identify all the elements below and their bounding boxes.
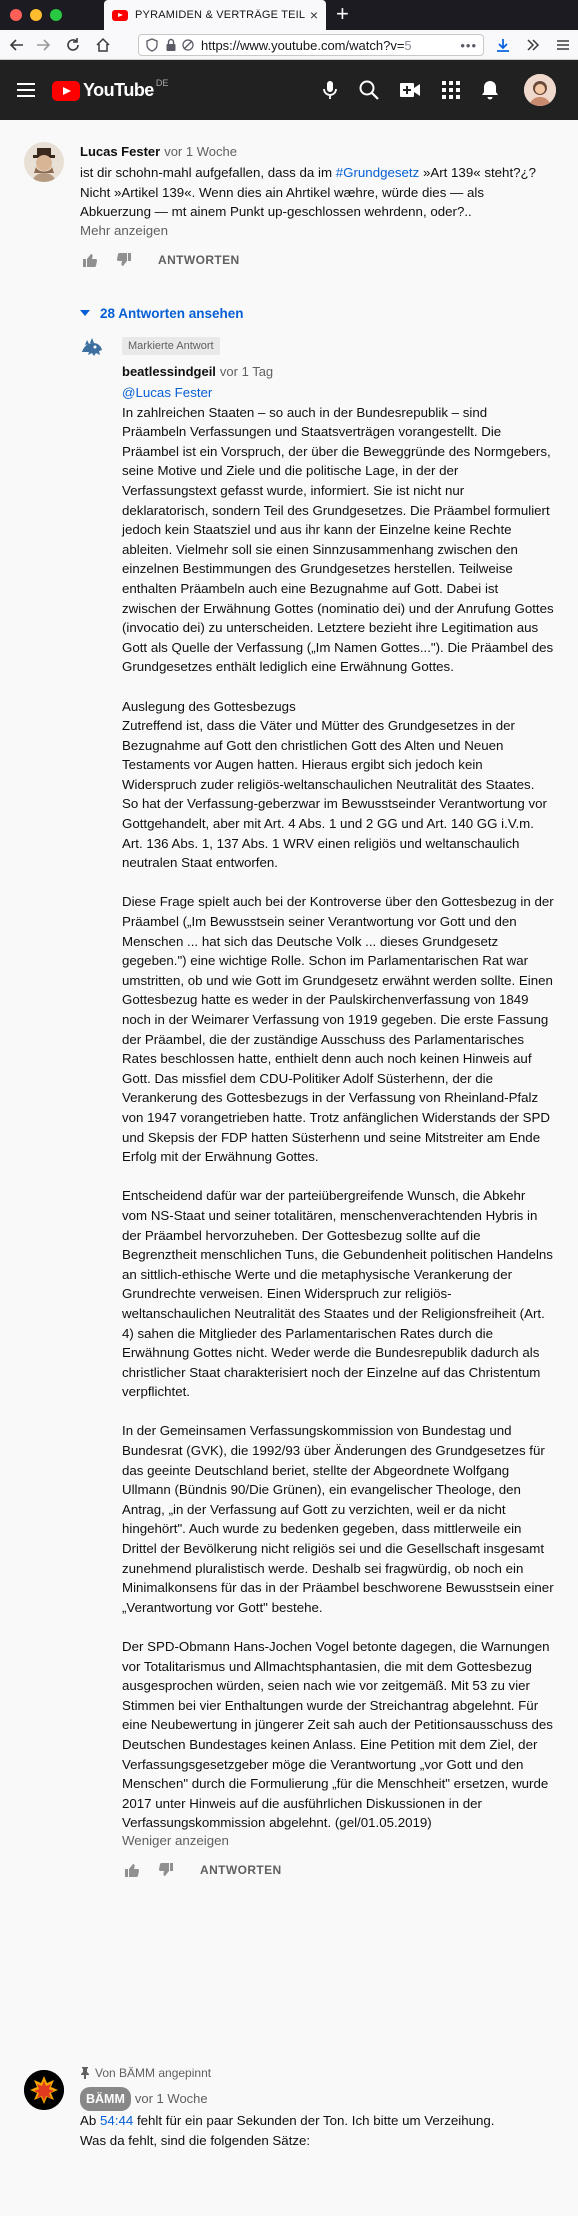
mention-link[interactable]: @Lucas Fester (122, 385, 213, 400)
tab-title: PYRAMIDEN & VERTRÄGE TEIL (135, 9, 306, 21)
overflow-button[interactable] (522, 34, 544, 56)
window-zoom-button[interactable] (50, 9, 62, 21)
youtube-header (0, 60, 578, 120)
pin-icon (80, 2067, 90, 2079)
new-tab-button[interactable]: + (336, 1, 349, 26)
permissions-icon (181, 38, 195, 52)
reload-button[interactable] (62, 34, 84, 56)
browser-tab[interactable] (104, 0, 326, 30)
reply-time[interactable]: vor 1 Tag (219, 364, 274, 379)
bell-icon (480, 79, 500, 101)
lock-icon (165, 38, 177, 52)
creature-avatar-icon (80, 336, 104, 360)
reply-button[interactable]: ANTWORTEN (200, 1862, 282, 1877)
reply-author[interactable]: beatlessindgeil (122, 364, 216, 379)
user-avatar-icon (24, 142, 64, 182)
apps-button[interactable] (439, 78, 463, 102)
search-button[interactable] (357, 78, 381, 102)
double-chevron-right-icon (525, 37, 541, 53)
baemm-logo-icon (24, 2070, 64, 2110)
thumbs-up-icon (82, 252, 98, 268)
reply-avatar[interactable] (80, 336, 104, 360)
comment-author[interactable]: Lucas Fester (80, 144, 161, 159)
window-close-button[interactable] (10, 9, 22, 21)
download-icon (495, 37, 511, 53)
tab-close-icon[interactable]: × (309, 7, 318, 23)
downloads-button[interactable] (492, 34, 514, 56)
region-code: DE (155, 77, 169, 88)
microphone-icon (320, 79, 340, 101)
home-icon (95, 37, 111, 53)
create-button[interactable] (398, 78, 422, 102)
highlighted-reply-badge: Markierte Antwort (122, 337, 220, 355)
apps-grid-icon (442, 81, 460, 99)
dislike-button[interactable] (114, 250, 134, 270)
forward-arrow-icon (35, 37, 51, 53)
comment-actions (80, 250, 550, 270)
shield-icon (145, 38, 159, 52)
voice-search-button[interactable] (318, 78, 342, 102)
thumbs-down-icon (116, 252, 132, 268)
comment-time[interactable]: vor 1 Woche (164, 144, 237, 159)
dislike-button[interactable] (156, 1860, 176, 1880)
view-replies-label: 28 Antworten ansehen (100, 306, 244, 321)
pinned-comment-text: Ab 54:44 fehlt für ein paar Sekunden der Ton. Ich bitte um Verzeihung. Was da fehlt, sind die folgenden Sätze: (80, 2113, 495, 2148)
thumbs-up-icon (124, 1862, 140, 1878)
youtube-wordmark: YouTube (83, 80, 154, 100)
notifications-button[interactable] (478, 78, 502, 102)
like-button[interactable] (80, 250, 100, 270)
reply-text: @Lucas Fester In zahlreichen Staaten – so auch in der Bundesrepublik – sind Präambeln Verfassungen und Staatsverträgen vorangestellt. Die Präambel ist ein Vorspruch, der über die Beweggründe des Normgebers, seine Motive und Ziele und die politische Lage, in der der Verfassungstext gefasst wurde, informiert. Sie ist nicht nur deklaratorisch, sondern Teil des Grundgesetzes. Die Präambel formuliert jedoch kein Staatsziel und aus ihr kann der Einzelne keine Rechte ableiten. Vielmehr soll sie einen Sinnzusammenhang zwischen den einzelnen Bestimmungen des Grundgesetzes herstellen. Teilweise enthalten Präambeln auch eine Bezugnahme auf Gott. Dabei ist zwischen der Erwähnung Gottes (nominatio dei) und der Anrufung Gottes (invocatio dei) zu unterscheiden. Letztere bezieht ihre Legitimation aus Gott als Quelle der Verfassung („Im Namen Gottes..."). Die Präambel des Grundgesetzes enthält lediglich eine Erwähnung Gottes. Auslegung des Gottesbezugs Zutreffend ist, dass die Väter und Mütter des Grundgesetzes in der Bezugnahme auf Gott den christlichen Gott des Alten und Neuen Testaments vor Augen hatten. Hieraus ergibt sich jedoch kein Widerspruch zuder religiös-weltanschaulichen Neutralität des Staates. So hat der Verfassung-geberzwar im Bewusstseinder Verantwortung vor Gottgehandelt, aber mit Art. 4 Abs. 1 und 2 GG und Art. 140 GG i.V.m. Art. 136 Abs. 1, 137 Abs. 1 WRV einen religiös und weltanschaulich neutralen Staat entworfen. Diese Frage spielt auch bei der Kontroverse über den Gottesbezug in der Präambel („Im Bewusstsein seiner Verantwortung vor Gott und den Menschen ... hat sich das Deutsche Volk ... dieses Grundgesetz gegeben.") eine wichtige Rolle. Schon im Parlamentarischen Rat war umstritten, ob und wie Gott im Grundgesetz erwähnt werden sollte. Einen Gottesbezug hatte es weder in der Paulskirchenverfassung von 1849 noch in der Weimarer Verfassung von 1919 gegeben. Die erste Fassung der Präambel, die der zuständige Ausschuss des Parlamentarisches Rates beschlossen hatte, enthielt denn auch noch keinen Hinweis auf Gott. Das missfiel dem CDU-Politiker Adolf Süsterhenn, der die Verankerung des Gottesbezugs in der Verfassung von Rheinland-Pfalz von 1947 vorangetrieben hatte. Trotz anfänglichen Widerstands der SPD und Skepsis der FDP hatten Süsterhenn und seine Mitstreiter am Ende Erfolg mit der Erwähnung Gottes. Entscheidend dafür war der parteiübergreifende Wunsch, die Abkehr vom NS-Staat und seiner totalitären, menschenverachtenden Hybris in der Präambel hervorzuheben. Der Gottesbezug sollte auf die Begrenztheit menschlichen Tuns, die Gebundenheit politischen Handelns an sittlich-ethische Werte und die metaphysische Verankerung der Grundrechte verweisen. Einen Widerspruch zur religiös-weltanschaulichen Neutralität des Staates und der Religionsfreiheit (Art. 4) sahen die Mitglieder des Parlamentarischen Rates durch die Erwähnung Gottes nicht. Weder werde die Bundesrepublik dadurch als christlicher Staat charakterisiert noch der Einzelne auf das Christentum verpflichtet. In der Gemeinsamen Verfassungskommission von Bundestag und Bundesrat (GVK), die 1992/93 über Änderungen des Grundgesetzes für das geeinte Deutschland beriet, stellte der Abgeordnete Wolfgang Ullmann (Bündnis 90/Die Grünen), ein evangelischer Theologe, den Antrag, „in der Verfassung auf Gott zu verzichten, weil er da nicht hingehört". Auch wurde zu bedenken gegeben, dass mittlerweile ein Drittel der Bevölkerung nicht religiös sei und die Gesellschaft insgesamt zunehmend pluralistisch werde. Deshalb sei fragwürdig, ob noch ein Minimalkonsens für das in der Präambel beschworene Bewusstsein einer „Verantwortung vor Gott" bestehe. Der SPD-Obmann Hans-Jochen Vogel betonte dagegen, die Warnungen vor Totalitarismus und Allmachtsphantasien, die mit dem Gottesbezug ausgesprochen würden, seien nach wie vor zeitgemäß. Mit 53 zu vier Stimmen bei vier Enthaltungen wurde der Streichantrag abgelehnt. Für eine Neubewertung in jüngerer Zeit sah auch der Petitionsausschuss des Deutschen Bundestages keinen Anlass. Eine Petition mit dem Ziel, der Verfassungsgesetzgeber möge die Verantwortung „vor Gott und den Menschen" durch die Formulierung „für die Menschheit" ersetzen, wurde 2017 unter Hinweis auf die ausführlichen Diskussionen in der Verfassungskommission abgelehnt. (gel/01.05.2019) (122, 385, 554, 1831)
url-bar[interactable] (138, 34, 484, 56)
reply-actions (122, 1860, 554, 1880)
commenter-avatar[interactable] (24, 142, 64, 182)
account-avatar[interactable] (524, 74, 556, 106)
reply-button[interactable]: ANTWORTEN (158, 252, 240, 267)
youtube-logo[interactable] (52, 77, 169, 101)
show-more-link[interactable]: Mehr anzeigen (80, 222, 168, 238)
guide-menu-icon[interactable] (17, 83, 35, 97)
channel-owner-badge[interactable]: BÄMM (80, 2087, 131, 2111)
pinned-label: Von BÄMM angepinnt (95, 2066, 212, 2080)
browser-titlebar (0, 0, 578, 30)
reply-header (122, 362, 554, 382)
view-replies-button[interactable] (80, 306, 244, 321)
forward-button[interactable] (32, 34, 54, 56)
pinned-comment-header (80, 2087, 552, 2107)
channel-avatar[interactable] (24, 2070, 64, 2110)
pinned-indicator (80, 2066, 552, 2080)
app-menu-button[interactable] (552, 34, 574, 56)
like-button[interactable] (122, 1860, 142, 1880)
video-camera-add-icon (399, 82, 421, 98)
search-icon (358, 79, 380, 101)
user-avatar-icon (524, 74, 556, 106)
timestamp-link[interactable]: 54:44 (99, 2113, 134, 2128)
youtube-favicon-icon (112, 10, 128, 21)
hamburger-menu-icon (555, 37, 571, 53)
comment-header (80, 142, 550, 162)
thumbs-down-icon (158, 1862, 174, 1878)
youtube-play-logo-icon (52, 81, 80, 101)
back-arrow-icon (9, 37, 25, 53)
comment-text: ist dir schohn-mahl aufgefallen, dass da im #Grundgesetz »Art 139« steht?¿? Nicht »Artikel 139«. Wenn dies ain Ahrtikel wæhre, würde dies — als Abkuerzung — mt ainem Punkt up-geschlossen wehrdenn, oder?.. (80, 165, 537, 220)
caret-down-icon (80, 310, 90, 318)
show-less-link[interactable]: Weniger anzeigen (122, 1832, 229, 1848)
home-button[interactable] (92, 34, 114, 56)
window-minimize-button[interactable] (30, 9, 42, 21)
reload-icon (65, 37, 81, 53)
url-text: https://www.youtube.com/watch?v=5 (201, 37, 412, 53)
hashtag-link[interactable]: #Grundgesetz (335, 165, 420, 180)
more-options-dots-icon[interactable]: ••• (460, 37, 477, 53)
browser-navbar (0, 30, 578, 60)
back-button[interactable] (6, 34, 28, 56)
pinned-comment-time[interactable]: vor 1 Woche (134, 2091, 208, 2106)
